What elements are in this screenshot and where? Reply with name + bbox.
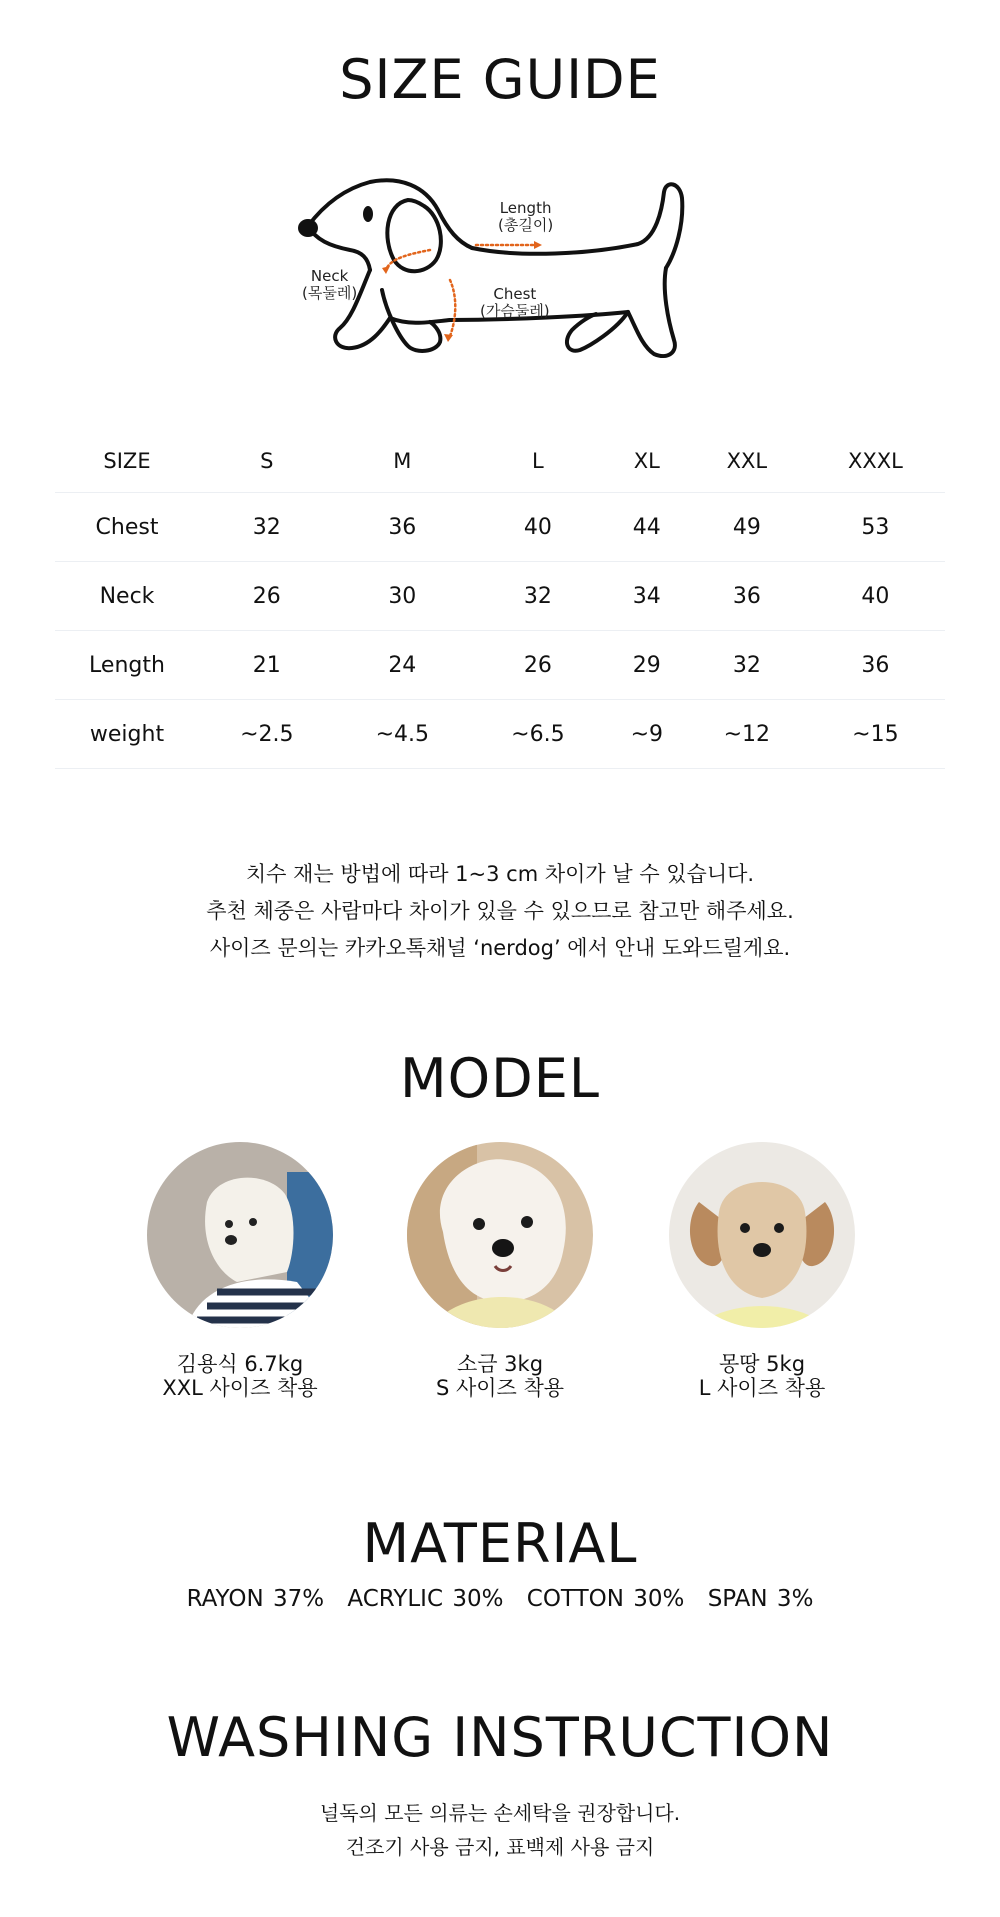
material-title: MATERIAL (362, 1512, 638, 1575)
size-header-cell: S (199, 430, 335, 493)
model-caption (380, 1352, 620, 1400)
size-note-line: 치수 재는 방법에 따라 1~3 cm 차이가 날 수 있습니다. (245, 862, 755, 886)
length-label (498, 200, 553, 234)
table-cell: ~4.5 (335, 700, 471, 769)
table-row (55, 631, 945, 700)
neck-label-en: Neck (310, 267, 349, 285)
model-name-weight: 김용식 6.7kg (176, 1352, 304, 1376)
model-name-weight: 몽땅 5kg (718, 1352, 806, 1376)
model-size-worn: L 사이즈 착용 (698, 1376, 826, 1400)
table-cell: 40 (470, 493, 606, 562)
table-row (55, 493, 945, 562)
model-size-worn: S 사이즈 착용 (435, 1376, 565, 1400)
table-cell: 26 (470, 631, 606, 700)
westie-dog-icon (147, 1142, 333, 1328)
table-cell: ~9 (606, 700, 688, 769)
material-item: RAYON 37% (186, 1586, 325, 1612)
table-cell: ~2.5 (199, 700, 335, 769)
model-card (380, 1142, 620, 1400)
length-label-ko: (총길이) (498, 216, 554, 234)
dog-measurement-diagram (290, 170, 710, 400)
washing-notes (0, 1796, 1000, 1864)
length-label-en: Length (499, 199, 552, 217)
table-cell: 44 (606, 493, 688, 562)
washing-note-line: 널독의 모든 의류는 손세탁을 권장합니다. (319, 1801, 681, 1825)
table-cell: 40 (806, 562, 945, 631)
model-photo (407, 1142, 593, 1328)
size-header-cell: XXXL (806, 430, 945, 493)
neck-label-ko: (목둘레) (302, 284, 358, 302)
material-item: ACRYLIC 30% (347, 1586, 504, 1612)
row-label: Length (55, 631, 199, 700)
model-photo (147, 1142, 333, 1328)
table-cell: 53 (806, 493, 945, 562)
model-name-weight: 소금 3kg (456, 1352, 544, 1376)
chest-label (480, 286, 550, 320)
washing-note-line: 건조기 사용 금지, 표백제 사용 금지 (345, 1835, 655, 1859)
row-label: weight (55, 700, 199, 769)
table-cell: 24 (335, 631, 471, 700)
size-header-cell: L (470, 430, 606, 493)
table-row (55, 700, 945, 769)
washing-title: WASHING INSTRUCTION (166, 1706, 834, 1769)
size-table-header-row (55, 430, 945, 493)
chest-label-ko: (가슴둘레) (480, 302, 550, 320)
material-composition (0, 1586, 1000, 1612)
material-item: SPAN 3% (707, 1586, 814, 1612)
table-cell: 32 (470, 562, 606, 631)
size-notes (0, 856, 1000, 967)
material-item: COTTON 30% (526, 1586, 685, 1612)
model-card (642, 1142, 882, 1400)
model-caption (120, 1352, 360, 1400)
neck-label (302, 268, 357, 302)
table-cell: 34 (606, 562, 688, 631)
table-cell: 32 (199, 493, 335, 562)
size-note-line: 추천 체중은 사람마다 차이가 있을 수 있으므로 참고만 해주세요. (206, 899, 794, 923)
model-caption (642, 1352, 882, 1400)
table-cell: 26 (199, 562, 335, 631)
maltese-dog-icon (407, 1142, 593, 1328)
size-guide-title: SIZE GUIDE (339, 48, 661, 111)
table-cell: 29 (606, 631, 688, 700)
size-header-cell: SIZE (55, 430, 199, 493)
table-cell: 49 (688, 493, 806, 562)
model-title: MODEL (400, 1047, 600, 1110)
table-cell: ~12 (688, 700, 806, 769)
table-row (55, 562, 945, 631)
model-card (120, 1142, 360, 1400)
size-header-cell: M (335, 430, 471, 493)
table-cell: 36 (806, 631, 945, 700)
table-cell: 32 (688, 631, 806, 700)
model-list (0, 1142, 1000, 1412)
poodle-mix-dog-icon (669, 1142, 855, 1328)
table-cell: 30 (335, 562, 471, 631)
table-cell: ~6.5 (470, 700, 606, 769)
table-cell: 36 (688, 562, 806, 631)
row-label: Neck (55, 562, 199, 631)
size-header-cell: XL (606, 430, 688, 493)
chest-label-en: Chest (493, 285, 537, 303)
table-cell: ~15 (806, 700, 945, 769)
size-note-line: 사이즈 문의는 카카오톡채널 ‘nerdog’ 에서 안내 도와드릴게요. (209, 936, 791, 960)
size-table (55, 430, 945, 769)
table-cell: 36 (335, 493, 471, 562)
row-label: Chest (55, 493, 199, 562)
model-photo (669, 1142, 855, 1328)
model-size-worn: XXL 사이즈 착용 (162, 1376, 318, 1400)
size-header-cell: XXL (688, 430, 806, 493)
table-cell: 21 (199, 631, 335, 700)
